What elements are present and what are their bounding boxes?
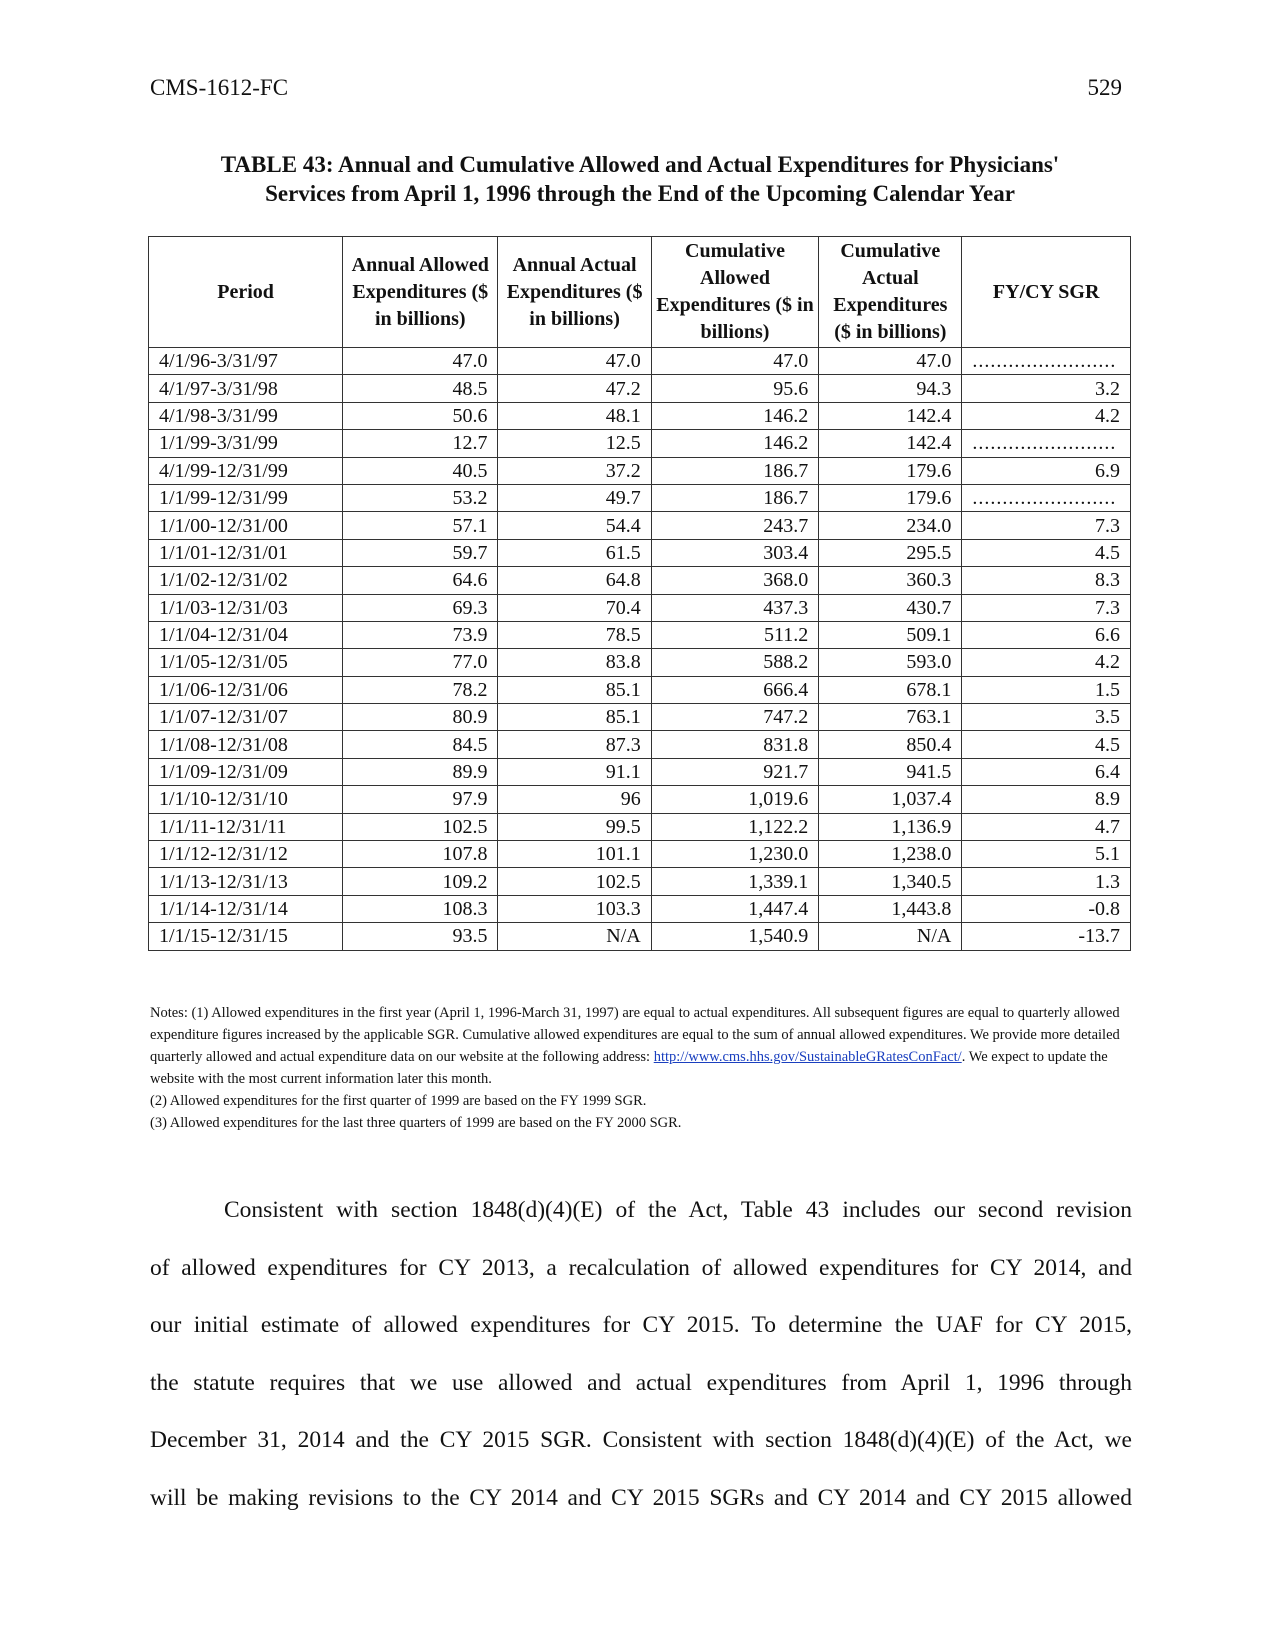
cell-cumulative-actual: 179.6 bbox=[819, 457, 962, 484]
table-row bbox=[149, 649, 1131, 676]
cell-annual-actual: N/A bbox=[498, 923, 651, 950]
cell-annual-actual: 49.7 bbox=[498, 484, 651, 511]
cell-period: 1/1/02-12/31/02 bbox=[149, 567, 343, 594]
cell-cumulative-allowed: 1,339.1 bbox=[651, 868, 819, 895]
cell-annual-allowed: 109.2 bbox=[343, 868, 498, 895]
cell-cumulative-allowed: 437.3 bbox=[651, 594, 819, 621]
cell-period: 1/1/11-12/31/11 bbox=[149, 813, 343, 840]
cell-sgr: 4.7 bbox=[962, 813, 1131, 840]
cell-period: 1/1/13-12/31/13 bbox=[149, 868, 343, 895]
cell-sgr: 3.5 bbox=[962, 704, 1131, 731]
cell-cumulative-actual: 1,443.8 bbox=[819, 895, 962, 922]
cell-cumulative-allowed: 1,230.0 bbox=[651, 841, 819, 868]
cell-sgr: 6.6 bbox=[962, 621, 1131, 648]
cell-annual-actual: 70.4 bbox=[498, 594, 651, 621]
table-body bbox=[149, 348, 1131, 951]
cell-sgr: 1.3 bbox=[962, 868, 1131, 895]
cell-cumulative-allowed: 1,540.9 bbox=[651, 923, 819, 950]
cell-annual-actual: 12.5 bbox=[498, 430, 651, 457]
cell-cumulative-allowed: 95.6 bbox=[651, 375, 819, 402]
cell-period: 4/1/97-3/31/98 bbox=[149, 375, 343, 402]
column-header-sgr: FY/CY SGR bbox=[962, 237, 1131, 348]
cell-cumulative-actual: 94.3 bbox=[819, 375, 962, 402]
cell-annual-allowed: 47.0 bbox=[343, 348, 498, 375]
cell-cumulative-actual: 509.1 bbox=[819, 621, 962, 648]
cell-annual-allowed: 107.8 bbox=[343, 841, 498, 868]
cell-cumulative-allowed: 146.2 bbox=[651, 430, 819, 457]
cell-annual-allowed: 57.1 bbox=[343, 512, 498, 539]
table-row bbox=[149, 895, 1131, 922]
cell-annual-actual: 83.8 bbox=[498, 649, 651, 676]
cell-sgr: 5.1 bbox=[962, 841, 1131, 868]
cell-annual-actual: 61.5 bbox=[498, 539, 651, 566]
table-row bbox=[149, 704, 1131, 731]
cell-sgr: 7.3 bbox=[962, 512, 1131, 539]
cell-period: 1/1/05-12/31/05 bbox=[149, 649, 343, 676]
cell-annual-actual: 48.1 bbox=[498, 402, 651, 429]
cell-annual-actual: 101.1 bbox=[498, 841, 651, 868]
page-number: 529 bbox=[1087, 75, 1122, 100]
cell-sgr: ........................ bbox=[962, 430, 1131, 457]
cell-cumulative-allowed: 368.0 bbox=[651, 567, 819, 594]
cell-annual-actual: 91.1 bbox=[498, 758, 651, 785]
table-title-line-2: Services from April 1, 1996 through the End of the Upcoming Calendar Year bbox=[265, 181, 1015, 206]
cell-sgr: -0.8 bbox=[962, 895, 1131, 922]
cell-cumulative-allowed: 146.2 bbox=[651, 402, 819, 429]
cell-period: 1/1/09-12/31/09 bbox=[149, 758, 343, 785]
cell-annual-allowed: 102.5 bbox=[343, 813, 498, 840]
cell-sgr: 4.2 bbox=[962, 649, 1131, 676]
cell-cumulative-allowed: 186.7 bbox=[651, 484, 819, 511]
cell-annual-actual: 99.5 bbox=[498, 813, 651, 840]
page-header-doc-id: CMS-1612-FC bbox=[150, 75, 289, 100]
sgr-website-link[interactable]: http://www.cms.hhs.gov/SustainableGRatesConFact/ bbox=[653, 1049, 962, 1065]
table-row bbox=[149, 512, 1131, 539]
cell-period: 1/1/01-12/31/01 bbox=[149, 539, 343, 566]
cell-annual-allowed: 48.5 bbox=[343, 375, 498, 402]
cell-annual-allowed: 53.2 bbox=[343, 484, 498, 511]
note-1 bbox=[150, 1002, 1130, 1090]
cell-annual-actual: 78.5 bbox=[498, 621, 651, 648]
table-title bbox=[150, 150, 1130, 208]
expenditures-table bbox=[148, 236, 1131, 951]
cell-cumulative-actual: 1,238.0 bbox=[819, 841, 962, 868]
table-title-line-1: TABLE 43: Annual and Cumulative Allowed and Actual Expenditures for Physicians' bbox=[220, 152, 1060, 177]
cell-cumulative-actual: 234.0 bbox=[819, 512, 962, 539]
cell-cumulative-actual: 360.3 bbox=[819, 567, 962, 594]
cell-annual-allowed: 73.9 bbox=[343, 621, 498, 648]
cell-period: 1/1/12-12/31/12 bbox=[149, 841, 343, 868]
cell-annual-allowed: 64.6 bbox=[343, 567, 498, 594]
note-2: (2) Allowed expenditures for the first quarter of 1999 are based on the FY 1999 SGR. bbox=[150, 1093, 647, 1109]
cell-cumulative-actual: 142.4 bbox=[819, 402, 962, 429]
note-1-text: Notes: (1) Allowed expenditures in the first year (April 1, 1996-March 31, 1997) are equal to actual expenditures. All subsequent figures are equal to quarterly allowed expenditure figures increased by the applicable SGR. Cumulative allowed expenditures are equal to the sum of annual allowed expenditures. We provide more detailed quarterly allowed and actual expenditure data on our website at the following address: bbox=[150, 1005, 1120, 1065]
cell-cumulative-allowed: 588.2 bbox=[651, 649, 819, 676]
cell-annual-actual: 85.1 bbox=[498, 676, 651, 703]
cell-annual-actual: 103.3 bbox=[498, 895, 651, 922]
cell-annual-allowed: 97.9 bbox=[343, 786, 498, 813]
cell-cumulative-allowed: 1,122.2 bbox=[651, 813, 819, 840]
column-header-annual-actual: Annual Actual Expenditures ($ in billions) bbox=[498, 237, 651, 348]
body-line: Consistent with section 1848(d)(4)(E) of the Act, Table 43 includes our second revision bbox=[224, 1197, 1132, 1223]
cell-period: 1/1/99-3/31/99 bbox=[149, 430, 343, 457]
cell-period: 1/1/03-12/31/03 bbox=[149, 594, 343, 621]
cell-cumulative-actual: 295.5 bbox=[819, 539, 962, 566]
cell-cumulative-actual: 179.6 bbox=[819, 484, 962, 511]
cell-cumulative-allowed: 186.7 bbox=[651, 457, 819, 484]
cell-period: 1/1/08-12/31/08 bbox=[149, 731, 343, 758]
cell-annual-actual: 54.4 bbox=[498, 512, 651, 539]
body-line: will be making revisions to the CY 2014 and CY 2015 SGRs and CY 2014 and CY 2015 allowed bbox=[150, 1484, 1132, 1511]
table-row bbox=[149, 621, 1131, 648]
table-row bbox=[149, 676, 1131, 703]
cell-cumulative-allowed: 747.2 bbox=[651, 704, 819, 731]
cell-period: 4/1/96-3/31/97 bbox=[149, 348, 343, 375]
cell-cumulative-allowed: 47.0 bbox=[651, 348, 819, 375]
cell-annual-allowed: 84.5 bbox=[343, 731, 498, 758]
cell-cumulative-actual: 1,136.9 bbox=[819, 813, 962, 840]
cell-annual-actual: 47.2 bbox=[498, 375, 651, 402]
body-line: our initial estimate of allowed expenditures for CY 2015. To determine the UAF for CY 2015, bbox=[150, 1312, 1132, 1338]
table-row bbox=[149, 923, 1131, 950]
cell-annual-allowed: 78.2 bbox=[343, 676, 498, 703]
table-row bbox=[149, 594, 1131, 621]
note-1-text-end: . We expect to update the website with the most current information later this month. bbox=[150, 1049, 1108, 1087]
cell-annual-allowed: 93.5 bbox=[343, 923, 498, 950]
cell-annual-allowed: 50.6 bbox=[343, 402, 498, 429]
table-row bbox=[149, 430, 1131, 457]
table-row bbox=[149, 457, 1131, 484]
column-header-cumulative-actual: Cumulative Actual Expenditures ($ in billions) bbox=[819, 237, 962, 348]
cell-period: 1/1/99-12/31/99 bbox=[149, 484, 343, 511]
cell-sgr: 6.9 bbox=[962, 457, 1131, 484]
cell-cumulative-actual: 678.1 bbox=[819, 676, 962, 703]
table-row bbox=[149, 567, 1131, 594]
column-header-annual-allowed: Annual Allowed Expenditures ($ in billions) bbox=[343, 237, 498, 348]
cell-period: 4/1/98-3/31/99 bbox=[149, 402, 343, 429]
cell-annual-allowed: 77.0 bbox=[343, 649, 498, 676]
cell-cumulative-actual: 1,340.5 bbox=[819, 868, 962, 895]
cell-cumulative-allowed: 666.4 bbox=[651, 676, 819, 703]
cell-sgr: ........................ bbox=[962, 484, 1131, 511]
cell-sgr: 6.4 bbox=[962, 758, 1131, 785]
cell-cumulative-allowed: 831.8 bbox=[651, 731, 819, 758]
cell-cumulative-actual: 763.1 bbox=[819, 704, 962, 731]
cell-annual-allowed: 108.3 bbox=[343, 895, 498, 922]
cell-annual-actual: 96 bbox=[498, 786, 651, 813]
cell-annual-allowed: 59.7 bbox=[343, 539, 498, 566]
table-row bbox=[149, 539, 1131, 566]
cell-sgr: ........................ bbox=[962, 348, 1131, 375]
cell-cumulative-allowed: 921.7 bbox=[651, 758, 819, 785]
cell-annual-allowed: 69.3 bbox=[343, 594, 498, 621]
cell-sgr: 4.2 bbox=[962, 402, 1131, 429]
cell-annual-actual: 37.2 bbox=[498, 457, 651, 484]
cell-sgr: 4.5 bbox=[962, 731, 1131, 758]
cell-period: 1/1/00-12/31/00 bbox=[149, 512, 343, 539]
table-row bbox=[149, 813, 1131, 840]
column-header-period: Period bbox=[149, 237, 343, 348]
cell-sgr: 3.2 bbox=[962, 375, 1131, 402]
cell-period: 1/1/07-12/31/07 bbox=[149, 704, 343, 731]
note-3: (3) Allowed expenditures for the last three quarters of 1999 are based on the FY 2000 SGR. bbox=[150, 1115, 682, 1131]
table-row bbox=[149, 375, 1131, 402]
body-paragraph bbox=[150, 1182, 1132, 1527]
body-line: December 31, 2014 and the CY 2015 SGR. Consistent with section 1848(d)(4)(E) of the Act, we bbox=[150, 1427, 1132, 1453]
table-row bbox=[149, 731, 1131, 758]
cell-cumulative-actual: 430.7 bbox=[819, 594, 962, 621]
cell-annual-actual: 85.1 bbox=[498, 704, 651, 731]
column-header-cumulative-allowed: Cumulative Allowed Expenditures ($ in billions) bbox=[651, 237, 819, 348]
table-row bbox=[149, 868, 1131, 895]
table-row bbox=[149, 348, 1131, 375]
cell-cumulative-allowed: 303.4 bbox=[651, 539, 819, 566]
cell-sgr: -13.7 bbox=[962, 923, 1131, 950]
cell-period: 1/1/14-12/31/14 bbox=[149, 895, 343, 922]
table-row bbox=[149, 841, 1131, 868]
cell-sgr: 1.5 bbox=[962, 676, 1131, 703]
cell-cumulative-actual: 850.4 bbox=[819, 731, 962, 758]
table-header-row bbox=[149, 237, 1131, 348]
cell-period: 1/1/06-12/31/06 bbox=[149, 676, 343, 703]
cell-annual-actual: 64.8 bbox=[498, 567, 651, 594]
table-row bbox=[149, 484, 1131, 511]
cell-cumulative-actual: 1,037.4 bbox=[819, 786, 962, 813]
cell-cumulative-actual: N/A bbox=[819, 923, 962, 950]
table-row bbox=[149, 786, 1131, 813]
body-line: of allowed expenditures for CY 2013, a recalculation of allowed expenditures for CY 2014, and bbox=[150, 1254, 1132, 1281]
cell-period: 1/1/15-12/31/15 bbox=[149, 923, 343, 950]
cell-annual-allowed: 40.5 bbox=[343, 457, 498, 484]
cell-cumulative-actual: 142.4 bbox=[819, 430, 962, 457]
table-notes bbox=[150, 1002, 1130, 1134]
body-line: the statute requires that we use allowed and actual expenditures from April 1, 1996 through bbox=[150, 1369, 1132, 1396]
cell-annual-allowed: 80.9 bbox=[343, 704, 498, 731]
cell-cumulative-actual: 941.5 bbox=[819, 758, 962, 785]
cell-annual-actual: 47.0 bbox=[498, 348, 651, 375]
table-row bbox=[149, 758, 1131, 785]
cell-cumulative-actual: 47.0 bbox=[819, 348, 962, 375]
cell-cumulative-allowed: 1,019.6 bbox=[651, 786, 819, 813]
cell-period: 1/1/10-12/31/10 bbox=[149, 786, 343, 813]
cell-sgr: 8.3 bbox=[962, 567, 1131, 594]
cell-annual-actual: 102.5 bbox=[498, 868, 651, 895]
cell-cumulative-allowed: 511.2 bbox=[651, 621, 819, 648]
cell-cumulative-allowed: 1,447.4 bbox=[651, 895, 819, 922]
cell-period: 4/1/99-12/31/99 bbox=[149, 457, 343, 484]
cell-annual-actual: 87.3 bbox=[498, 731, 651, 758]
cell-sgr: 7.3 bbox=[962, 594, 1131, 621]
cell-annual-allowed: 89.9 bbox=[343, 758, 498, 785]
cell-annual-allowed: 12.7 bbox=[343, 430, 498, 457]
table-row bbox=[149, 402, 1131, 429]
cell-sgr: 4.5 bbox=[962, 539, 1131, 566]
cell-cumulative-actual: 593.0 bbox=[819, 649, 962, 676]
cell-period: 1/1/04-12/31/04 bbox=[149, 621, 343, 648]
cell-cumulative-allowed: 243.7 bbox=[651, 512, 819, 539]
cell-sgr: 8.9 bbox=[962, 786, 1131, 813]
